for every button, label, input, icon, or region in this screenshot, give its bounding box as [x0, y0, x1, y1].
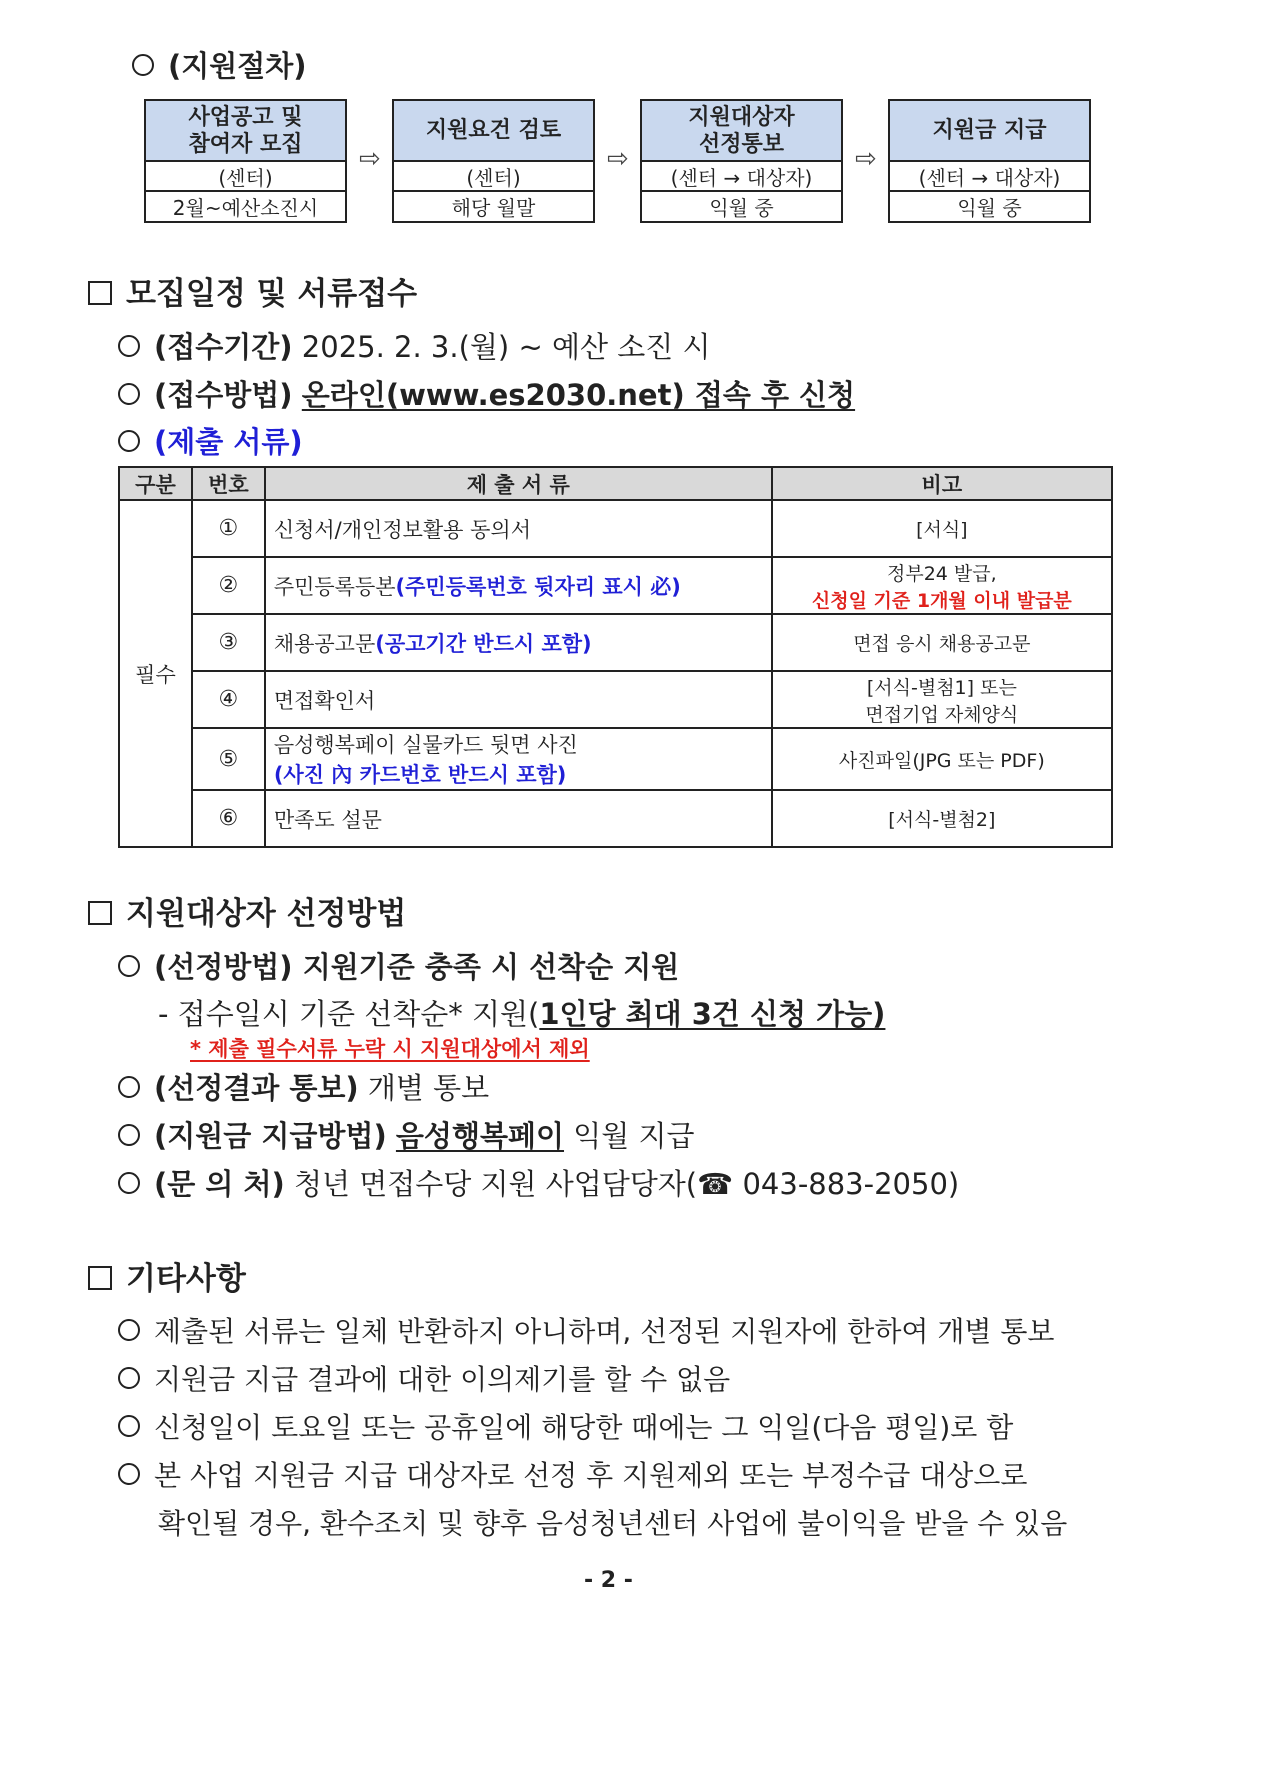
selection-footnote: * 제출 필수서류 누락 시 지원대상에서 제외 — [190, 1037, 590, 1061]
procedure-step-4: 지원금 지급 (센터 → 대상자) 익월 중 — [888, 99, 1091, 223]
circle-bullet-icon — [118, 335, 140, 357]
square-bullet-icon — [88, 901, 112, 925]
circle-bullet-icon — [118, 430, 140, 452]
right-arrow-icon: ⇨ — [855, 144, 877, 174]
circle-bullet-icon — [118, 1367, 140, 1389]
table-row: ③ 채용공고문(공고기간 반드시 포함) 면접 응시 채용공고문 — [119, 614, 1112, 671]
table-row: ④ 면접확인서 [서식-별첨1] 또는 면접기업 자체양식 — [119, 671, 1112, 728]
right-arrow-icon: ⇨ — [359, 144, 381, 174]
table-row: ⑥ 만족도 설문 [서식-별첨2] — [119, 790, 1112, 847]
etc-item: 본 사업 지원금 지급 대상자로 선정 후 지원제외 또는 부정수급 대상으로 — [118, 1454, 1027, 1494]
etc-item: 신청일이 토요일 또는 공휴일에 해당한 때에는 그 익일(다음 평일)로 함 — [118, 1406, 1013, 1446]
square-bullet-icon — [88, 281, 112, 305]
selection-result: (선정결과 통보) 개별 통보 — [118, 1066, 489, 1107]
circle-bullet-icon — [118, 955, 140, 977]
procedure-step-2: 지원요건 검토 (센터) 해당 월말 — [392, 99, 595, 223]
apply-website-link[interactable]: 온라인(www.es2030.net) 접속 후 신청 — [301, 378, 856, 412]
recruit-period: (접수기간) 2025. 2. 3.(월) ~ 예산 소진 시 — [118, 325, 710, 366]
selection-heading: 지원대상자 선정방법 — [88, 888, 406, 933]
recruit-method: (접수방법) 온라인(www.es2030.net) 접속 후 신청 — [118, 373, 855, 414]
procedure-step-1: 사업공고 및 참여자 모집 (센터) 2월~예산소진시 — [144, 99, 347, 223]
recruit-heading: 모집일정 및 서류접수 — [88, 268, 417, 313]
circle-bullet-icon — [118, 1172, 140, 1194]
table-header-row: 구분 번호 제 출 서 류 비고 — [119, 467, 1112, 500]
circle-bullet-icon — [118, 1319, 140, 1341]
category-cell: 필수 — [119, 500, 192, 847]
procedure-step-3: 지원대상자 선정통보 (센터 → 대상자) 익월 중 — [640, 99, 843, 223]
circle-bullet-icon — [118, 1463, 140, 1485]
table-row: ② 주민등록등본(주민등록번호 뒷자리 표시 必) 정부24 발급, 신청일 기준 1개월 이내 발급분 — [119, 557, 1112, 614]
etc-heading: 기타사항 — [88, 1253, 246, 1298]
square-bullet-icon — [88, 1266, 112, 1290]
etc-item-continuation: 확인될 경우, 환수조치 및 향후 음성청년센터 사업에 불이익을 받을 수 있음 — [158, 1507, 1068, 1540]
right-arrow-icon: ⇨ — [607, 144, 629, 174]
table-row: ⑤ 음성행복페이 실물카드 뒷면 사진 (사진 內 카드번호 반드시 포함) 사진파일(JPG 또는 PDF) — [119, 728, 1112, 790]
procedure-heading: (지원절차) — [132, 44, 307, 85]
docs-heading: (제출 서류) — [118, 420, 303, 461]
selection-pay: (지원금 지급방법) 음성행복페이 익월 지급 — [118, 1114, 695, 1155]
etc-item: 제출된 서류는 일체 반환하지 아니하며, 선정된 지원자에 한하여 개별 통보 — [118, 1310, 1054, 1350]
selection-contact: (문 의 처) 청년 면접수당 지원 사업담당자(☎ 043-883-2050) — [118, 1162, 959, 1203]
etc-item: 지원금 지급 결과에 대한 이의제기를 할 수 없음 — [118, 1358, 730, 1398]
selection-method: (선정방법) 지원기준 충족 시 선착순 지원 — [118, 945, 679, 986]
circle-bullet-icon — [118, 1124, 140, 1146]
page-number: - 2 - — [584, 1568, 633, 1593]
circle-bullet-icon — [118, 1415, 140, 1437]
circle-bullet-icon — [132, 54, 154, 76]
circle-bullet-icon — [118, 1076, 140, 1098]
documents-table — [118, 466, 1113, 848]
table-row: 필수 ① 신청서/개인정보활용 동의서 [서식] — [119, 500, 1112, 557]
selection-sub: - 접수일시 기준 선착순* 지원(1인당 최대 3건 신청 가능) — [158, 997, 886, 1031]
circle-bullet-icon — [118, 383, 140, 405]
